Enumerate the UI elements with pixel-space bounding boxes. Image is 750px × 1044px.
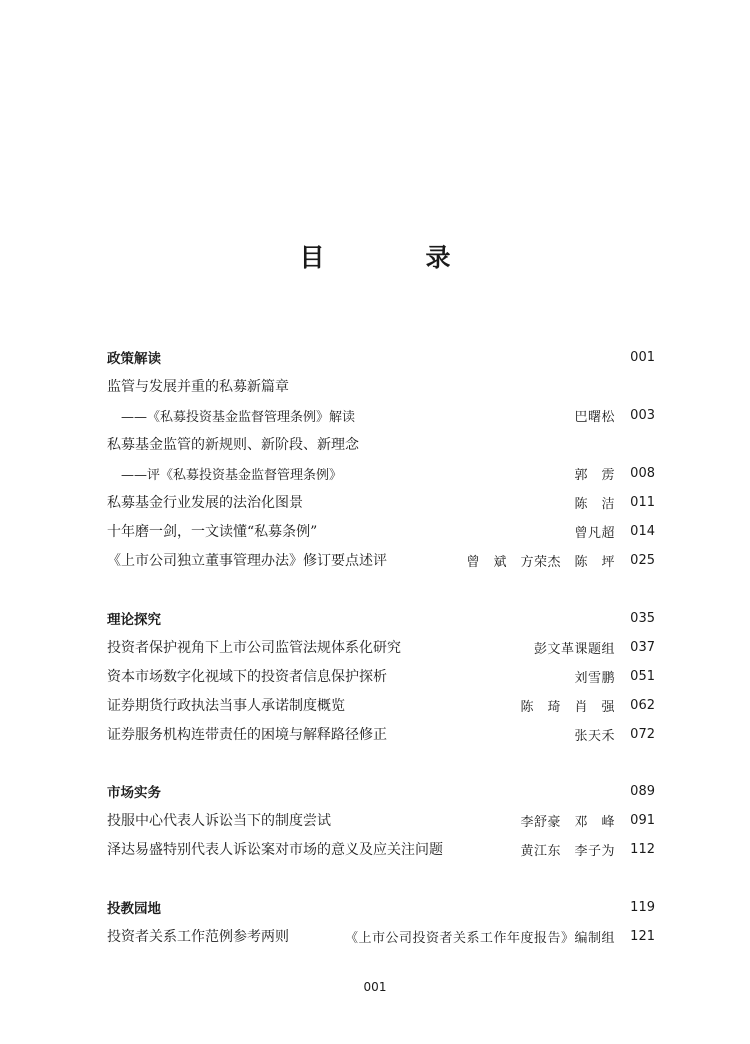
entry-title: 证券服务机构连带责任的困境与解释路径修正 (107, 727, 387, 743)
section-title: 政策解读 (107, 351, 161, 367)
entry-author: 《上市公司投资者关系工作年度报告》编制组 (344, 930, 615, 946)
toc-entry[interactable] (107, 520, 655, 542)
entry-author: 曾 斌 方荣杰 陈 坪 (466, 554, 615, 570)
entry-page: 037 (630, 639, 655, 655)
toc-entry[interactable] (107, 925, 655, 947)
entry-page: 051 (630, 668, 655, 684)
entry-page: 025 (630, 552, 655, 568)
section-page: 119 (630, 899, 655, 915)
toc-entry[interactable] (107, 723, 655, 745)
entry-page: 003 (630, 407, 655, 423)
section-header-policy[interactable] (107, 346, 655, 368)
footer-page-number: 001 (363, 980, 387, 994)
toc-entry[interactable] (107, 636, 655, 658)
entry-author: 张天禾 (574, 728, 615, 744)
toc-entry[interactable] (107, 694, 655, 716)
entry-title: 证券期货行政执法当事人承诺制度概览 (107, 698, 345, 714)
section-page: 089 (630, 783, 655, 799)
toc-entry[interactable] (107, 404, 655, 426)
section-header-practice[interactable] (107, 780, 655, 802)
entry-author: 郭 雳 (574, 467, 615, 483)
section-title: 理论探究 (107, 612, 161, 628)
entry-author: 陈 洁 (574, 496, 615, 512)
entry-author: 巴曙松 (574, 409, 615, 425)
toc-entry[interactable] (107, 462, 655, 484)
entry-author: 刘雪鹏 (574, 670, 615, 686)
entry-subtitle: ——《私募投资基金监督管理条例》解读 (121, 409, 356, 425)
entry-page: 072 (630, 726, 655, 742)
section-title: 投教园地 (107, 901, 161, 917)
toc-entry[interactable] (107, 549, 655, 571)
toc-entry[interactable] (107, 375, 655, 397)
entry-author: 曾凡超 (574, 525, 615, 541)
entry-page: 091 (630, 812, 655, 828)
section-header-theory[interactable] (107, 607, 655, 629)
entry-page: 121 (630, 928, 655, 944)
entry-page: 062 (630, 697, 655, 713)
toc-entry[interactable] (107, 433, 655, 455)
entry-author: 陈 琦 肖 强 (520, 699, 615, 715)
toc-entry[interactable] (107, 809, 655, 831)
entry-title: 私募基金行业发展的法治化图景 (107, 495, 303, 511)
entry-author: 黄江东 李子为 (520, 843, 615, 859)
section-header-education[interactable] (107, 896, 655, 918)
toc-entry[interactable] (107, 838, 655, 860)
entry-page: 112 (630, 841, 655, 857)
entry-title: 泽达易盛特别代表人诉讼案对市场的意义及应关注问题 (107, 842, 443, 858)
entry-title: 资本市场数字化视域下的投资者信息保护探析 (107, 669, 387, 685)
section-page: 001 (630, 349, 655, 365)
entry-title: 十年磨一剑，一文读懂“私募条例” (107, 524, 318, 540)
entry-title: 投服中心代表人诉讼当下的制度尝试 (107, 813, 331, 829)
entry-title: 监管与发展并重的私募新篇章 (107, 379, 289, 395)
entry-page: 014 (630, 523, 655, 539)
entry-author: 李舒豪 邓 峰 (520, 814, 615, 830)
entry-subtitle: ——评《私募投资基金监督管理条例》 (121, 467, 343, 483)
entry-author: 彭文革课题组 (533, 641, 615, 657)
page-title: 目 录 (299, 243, 489, 272)
entry-title: 投资者保护视角下上市公司监管法规体系化研究 (107, 640, 401, 656)
entry-page: 011 (630, 494, 655, 510)
entry-title: 私募基金监管的新规则、新阶段、新理念 (107, 437, 359, 453)
section-page: 035 (630, 610, 655, 626)
toc-entry[interactable] (107, 665, 655, 687)
entry-title: 《上市公司独立董事管理办法》修订要点述评 (107, 553, 387, 569)
section-title: 市场实务 (107, 785, 161, 801)
entry-page: 008 (630, 465, 655, 481)
toc-entry[interactable] (107, 491, 655, 513)
entry-title: 投资者关系工作范例参考两则 (107, 929, 289, 945)
